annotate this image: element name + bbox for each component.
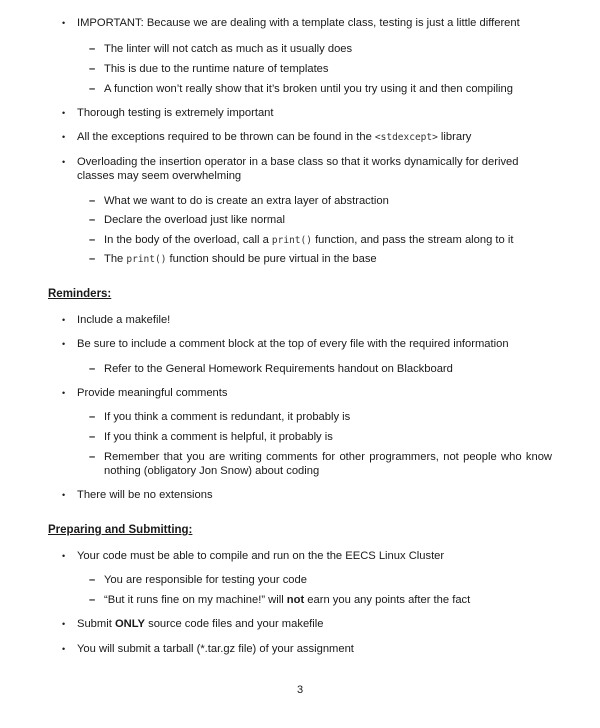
text-segment: earn you any points after the fact bbox=[304, 594, 471, 606]
list-item-text: IMPORTANT: Because we are dealing with a template class, testing is just a little different bbox=[77, 17, 520, 29]
bullet-icon: • bbox=[62, 132, 66, 142]
code-print: print() bbox=[271, 235, 312, 246]
page-number: 3 bbox=[296, 684, 304, 696]
sub-list-item-text: A function won’t really show that it’s broken until you try using it and then compiling bbox=[104, 83, 513, 95]
list-item-text: Overloading the insertion operator in a base class so that it works dynamically for derived classes may seem overwhelming bbox=[77, 156, 519, 182]
sub-list-item-text: The linter will not catch as much as it usually does bbox=[104, 43, 353, 55]
sub-list-item-text: This is due to the runtime nature of templates bbox=[104, 63, 329, 75]
bullet-icon: • bbox=[62, 551, 66, 561]
text-segment: function should be pure virtual in the base bbox=[166, 253, 377, 265]
dash-icon: – bbox=[89, 195, 96, 207]
bullet-icon: • bbox=[62, 644, 66, 654]
sub-list-item-text: If you think a comment is helpful, it probably is bbox=[104, 431, 333, 443]
sub-list-item-text: Refer to the General Homework Requirements handout on Blackboard bbox=[104, 363, 453, 375]
list-item-text: Include a makefile! bbox=[77, 314, 171, 326]
sub-list-item-text bbox=[104, 233, 513, 248]
list-item-text: Your code must be able to compile and run on the the EECS Linux Cluster bbox=[77, 550, 445, 562]
bullet-icon: • bbox=[62, 619, 66, 629]
dash-icon: – bbox=[89, 63, 96, 75]
bullet-icon: • bbox=[62, 388, 66, 398]
text-segment: All the exceptions required to be thrown can be found in the bbox=[77, 131, 375, 143]
reminders-heading: Reminders: bbox=[48, 288, 112, 300]
dash-icon: – bbox=[89, 411, 96, 423]
list-item-text bbox=[77, 617, 323, 631]
text-segment: Submit bbox=[77, 618, 115, 630]
dash-icon: – bbox=[89, 43, 96, 55]
sub-list-item-text: Declare the overload just like normal bbox=[104, 214, 285, 226]
list-item-text: You will submit a tarball (*.tar.gz file) of your assignment bbox=[77, 643, 354, 655]
sub-list-item-text: What we want to do is create an extra layer of abstraction bbox=[104, 195, 389, 207]
dash-icon: – bbox=[89, 363, 96, 375]
text-segment: The bbox=[104, 253, 127, 265]
text-segment: In the body of the overload, call a bbox=[104, 234, 272, 246]
bullet-icon: • bbox=[62, 108, 66, 118]
sub-list-item-text bbox=[104, 593, 470, 607]
list-item-text: Provide meaningful comments bbox=[77, 387, 228, 399]
submitting-heading: Preparing and Submitting: bbox=[48, 524, 193, 536]
dash-icon: – bbox=[89, 253, 96, 265]
emphasis-not: not bbox=[286, 594, 305, 606]
list-item-text: Be sure to include a comment block at the top of every file with the required information bbox=[77, 338, 509, 350]
code-print: print() bbox=[126, 254, 167, 265]
bullet-icon: • bbox=[62, 339, 66, 349]
emphasis-only: ONLY bbox=[114, 618, 145, 630]
bullet-icon: • bbox=[62, 315, 66, 325]
bullet-icon: • bbox=[62, 157, 66, 167]
list-item-text: There will be no extensions bbox=[77, 489, 213, 501]
sub-list-item-text: If you think a comment is redundant, it probably is bbox=[104, 411, 351, 423]
bullet-icon: • bbox=[62, 18, 66, 28]
bullet-icon: • bbox=[62, 490, 66, 500]
sub-list-item-text: Remember that you are writing comments for other programmers, not people who know nothing (obligatory Jon Snow) about coding bbox=[104, 451, 552, 477]
list-item-text bbox=[77, 130, 471, 145]
text-segment: source code files and your makefile bbox=[145, 618, 324, 630]
dash-icon: – bbox=[89, 234, 96, 246]
sub-list-item-text bbox=[104, 252, 377, 267]
dash-icon: – bbox=[89, 574, 96, 586]
text-segment: function, and pass the stream along to it bbox=[311, 234, 514, 246]
dash-icon: – bbox=[89, 214, 96, 226]
code-stdexcept: <stdexcept> bbox=[374, 132, 438, 143]
dash-icon: – bbox=[89, 594, 96, 606]
dash-icon: – bbox=[89, 451, 96, 463]
list-item-text: Thorough testing is extremely important bbox=[77, 107, 274, 119]
text-segment: library bbox=[437, 131, 472, 143]
text-segment: “But it runs fine on my machine!” will bbox=[104, 594, 287, 606]
sub-list-item-text: You are responsible for testing your code bbox=[104, 574, 307, 586]
dash-icon: – bbox=[89, 431, 96, 443]
dash-icon: – bbox=[89, 83, 96, 95]
